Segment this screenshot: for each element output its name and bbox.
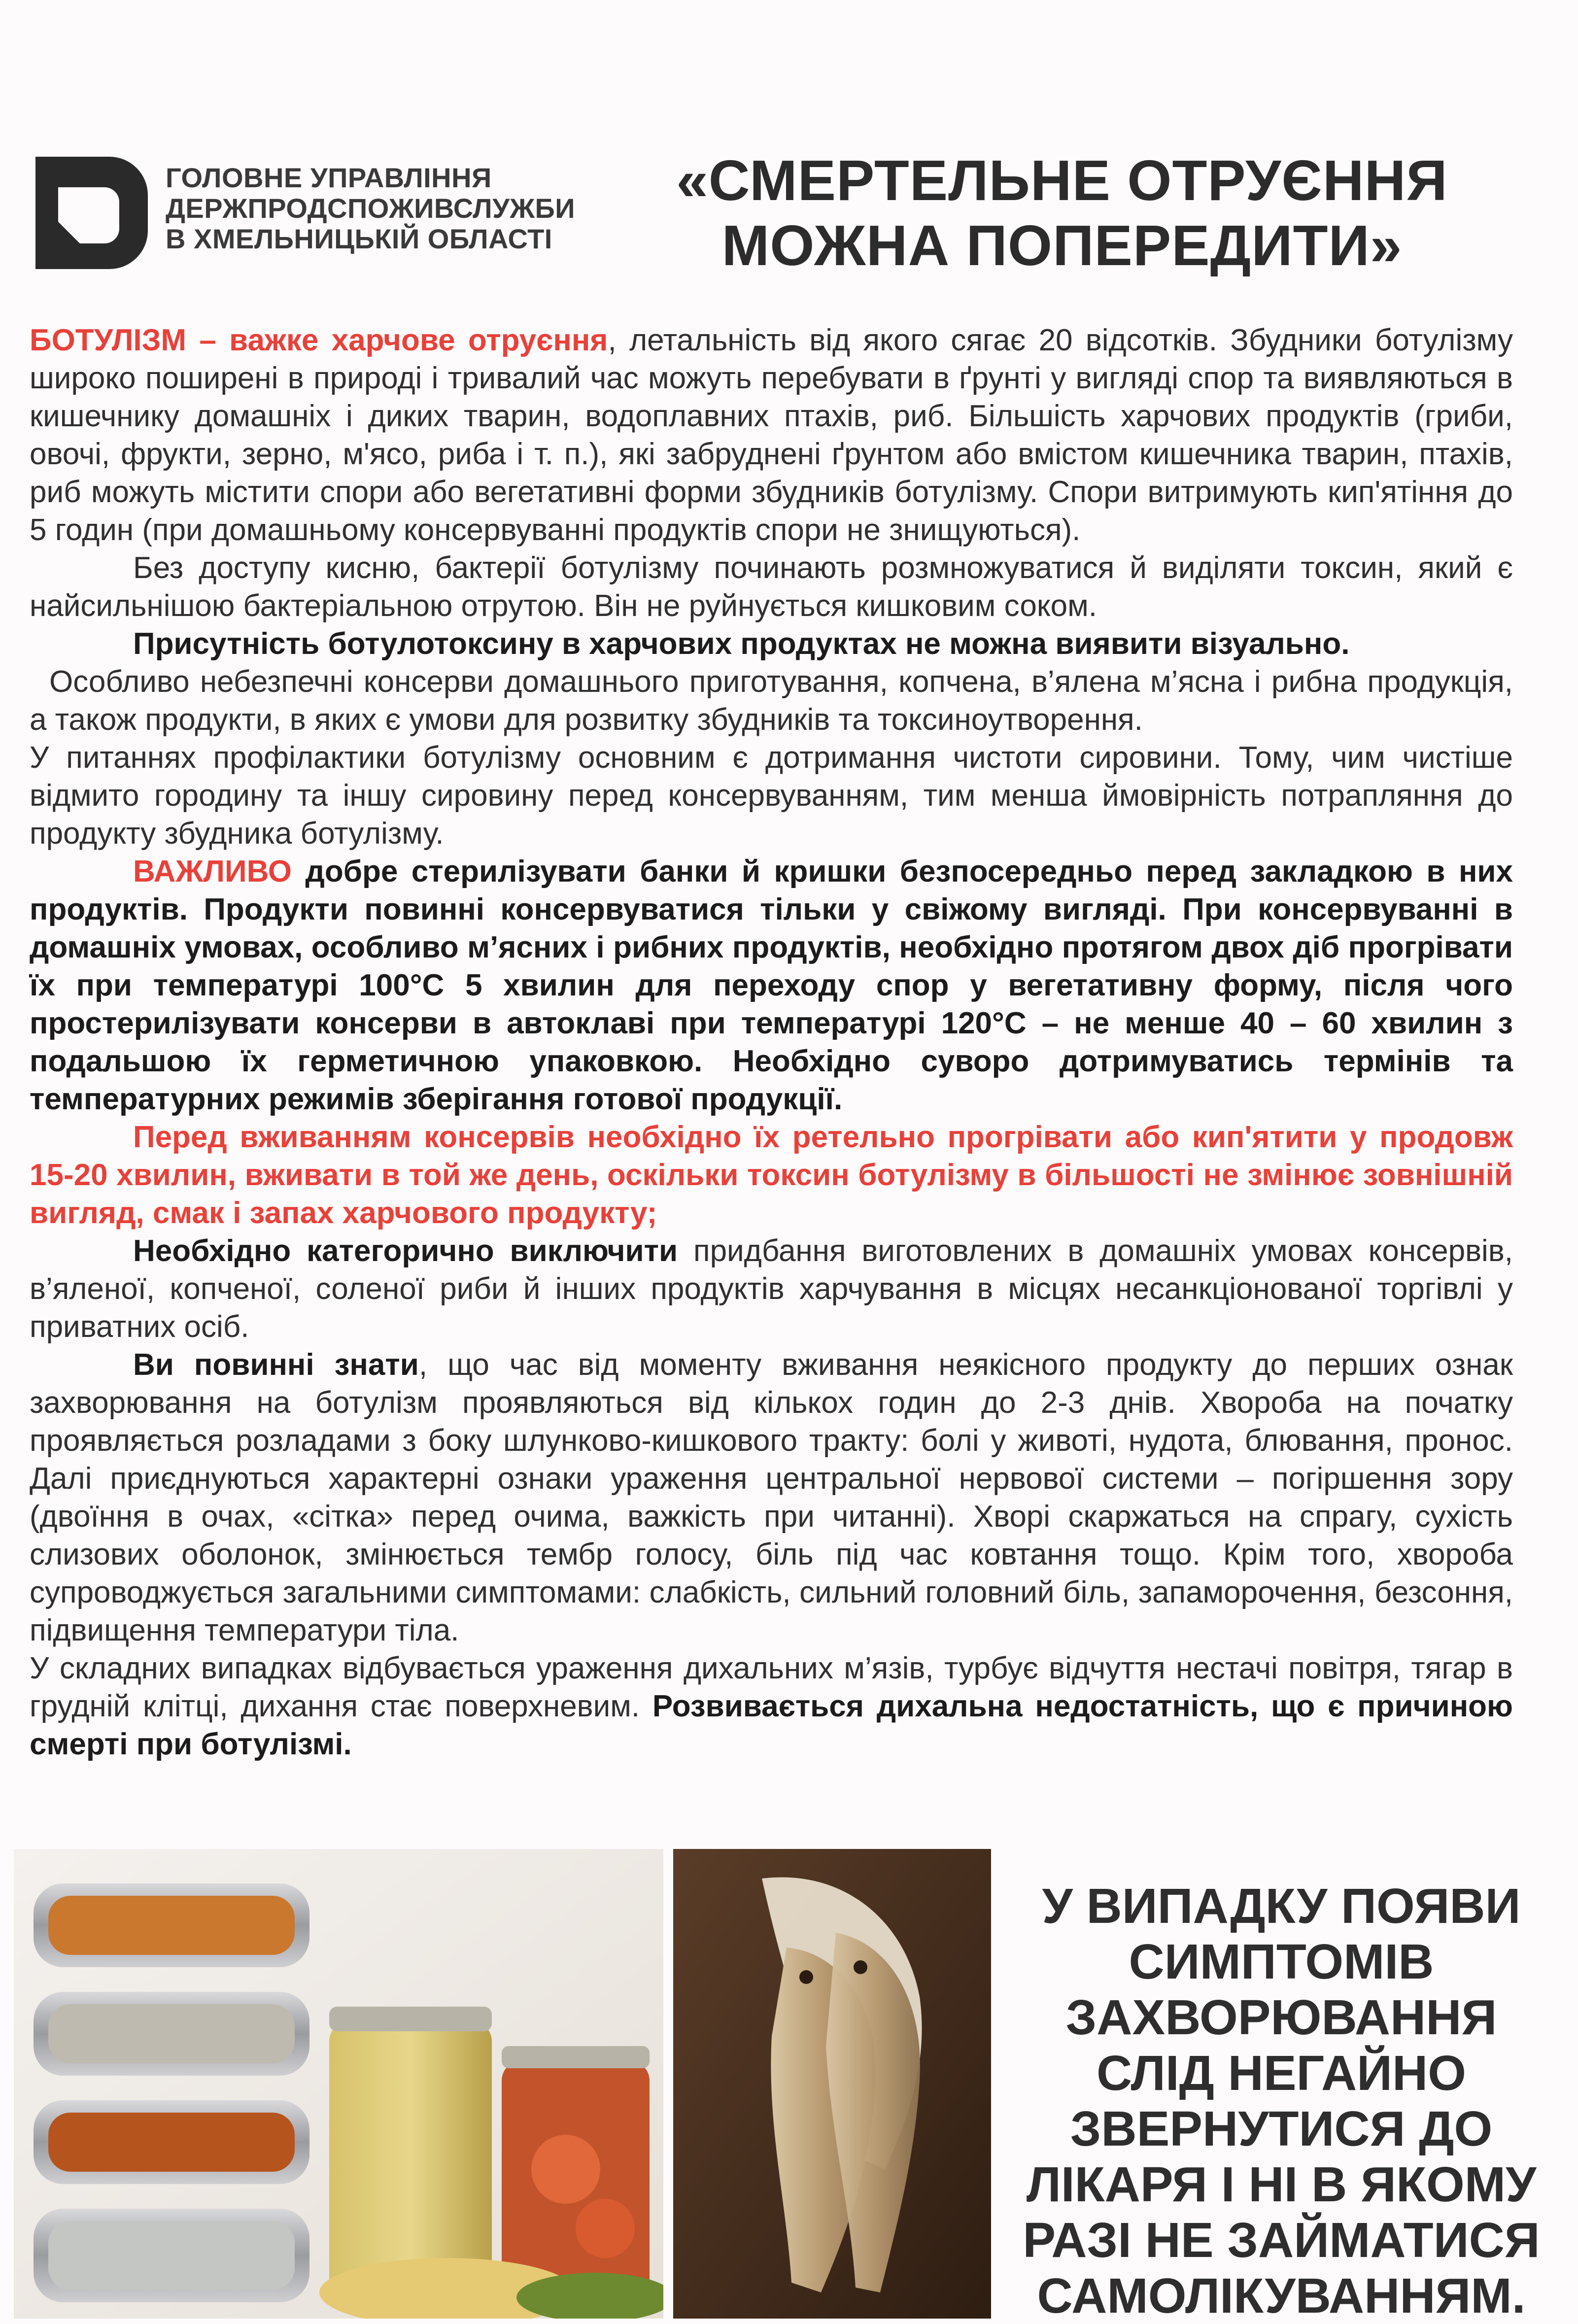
page-title: [611, 148, 1513, 278]
cta-line: ЗАХВОРЮВАННЯ: [1065, 1990, 1497, 2045]
paragraph-heating-warning: Перед вживанням консервів необхідно їх ретельно прогрівати або кип'ятити у продовж 15-20 хвилин, вживати в той же день, оскільки токсин ботулізму в більшості не змінює зовнішній вигляд, смак і запах харчового продукту;: [30, 1120, 1513, 1230]
org-line: ГОЛОВНЕ УПРАВЛІННЯ: [166, 162, 492, 193]
paragraph-text: У складних випадках відбувається ураження дихальних м’язів, турбує відчуття нестачі повітря, тягар в грудній клітці, дихання стає поверхневим.: [30, 1651, 1513, 1723]
death-cause-text: Розвивається дихальна недостатність, що є причиною смерті при ботулізмі.: [30, 1689, 1513, 1761]
dpss-logo-icon: [35, 157, 148, 269]
paragraph-symptoms: [30, 1346, 1513, 1649]
cta-line: У ВИПАДКУ ПОЯВИ: [1042, 1879, 1521, 1934]
paragraph-exclude: [30, 1232, 1513, 1346]
paragraph-prevention: У питаннях профілактики ботулізму основним є дотримання чистоти сировини. Тому, чим чистіше відмито городину та іншу сировину перед консервуванням, тим менша ймовірність потрапляння до продукту збудника ботулізму.: [30, 741, 1513, 851]
paragraph-text: , що час від моменту вживання неякісного продукту до перших ознак захворювання на ботулізм проявляються від кількох годин до 2-3 днів. Хвороба на початку проявляється розладами з боку шлунково-кишкового тракту: болі у животі, нудота, блювання, пронос. Далі приєднуються характерні ознаки ураження центральної нервової системи – погіршення зору (двоїння в очах, «сітка» перед очима, важкість при читанні). Хворі скаржаться на спрагу, сухість слизових оболонок, змінюється тембр голосу, біль під час ковтання тощо. Крім того, хвороба супроводжується загальними симптомами: слабкість, сильний головний біль, запаморочення, безсоння, підвищення температури тіла.: [30, 1348, 1513, 1647]
canned-food-photo: [14, 1849, 663, 2319]
org-line: В ХМЕЛЬНИЦЬКІЙ ОБЛАСТІ: [166, 223, 552, 254]
call-to-action: [1010, 1879, 1552, 2324]
organization-name: [166, 163, 575, 254]
paragraph-intro: [30, 321, 1513, 549]
paragraph-visual-warning: Присутність ботулотоксину в харчових продуктах не можна виявити візуально.: [133, 627, 1350, 661]
paragraph-text: , летальність від якого сягає 20 відсотків. Збудники ботулізму широко поширені в природі і тривалий час можуть перебувати в ґрунті у вигляді спор та виявляються в кишечнику домашніх і диких тварин, водоплавних птахів, риб. Більшість харчових продуктів (гриби, овочі, фрукти, зерно, м'ясо, риба і т. п.), які забруднені ґрунтом або вмістом кишечника тварин, птахів, риб можуть містити спори або вегетативні форми збудників ботулізму. Спори витримують кип'ятіння до 5 годин (при домашньому консервуванні продуктів спори не знищуються).: [30, 323, 1513, 547]
paragraph-toxin: Без доступу кисню, бактерії ботулізму починають розмножуватися й виділяти токсин, який є найсильнішою бактеріальною отрутою. Він не руйнується кишковим соком.: [30, 551, 1513, 623]
exclude-lead: Необхідно категорично виключити: [133, 1234, 678, 1268]
cta-line: СИМПТОМІВ: [1129, 1934, 1434, 1989]
cta-line: ЛІКАРЯ І НІ В ЯКОМУ: [1026, 2157, 1537, 2212]
paragraph-important: [30, 853, 1513, 1118]
paragraph-dangerous-products: Особливо небезпечні консерви домашнього приготування, копчена, в’ялена м’ясна і рибна продукція, а також продукти, в яких є умови для розвитку збудників та токсиноутворення.: [30, 665, 1513, 737]
cta-line: СЛІД НЕГАЙНО: [1096, 2046, 1467, 2101]
dried-fish-photo: [673, 1849, 991, 2319]
paragraph-text: добре стерилізувати банки й кришки безпосередньо перед закладкою в них продуктів. Продукти повинні консервуватися тільки у свіжому вигляді. При консервуванні в домашніх умовах, особливо м’ясних і рибних продуктів, необхідно протягом двох діб прогрівати їх при температурі 100°С 5 хвилин для переходу спор у вегетативну форму, після чого простерилізувати консерви в автоклаві при температурі 120°С – не менше 40 – 60 хвилин з подальшою їх герметичною упаковкою. Необхідно суворо дотримуватись термінів та температурних режимів зберігання готової продукції.: [30, 854, 1513, 1116]
article-body: [30, 321, 1513, 1763]
cta-line: САМОЛІКУВАННЯМ.: [1037, 2268, 1526, 2324]
paragraph-text: придбання виготовлених в домашніх умовах консервів, в’яленої, копченої, соленої риби й інших продуктів харчування в місцях несанкціонованої торгівлі у приватних осіб.: [30, 1234, 1513, 1344]
cta-line: РАЗІ НЕ ЗАЙМАТИСЯ: [1023, 2213, 1540, 2268]
title-line: МОЖНА ПОПЕРЕДИТИ»: [721, 213, 1403, 277]
important-lead: ВАЖЛИВО: [133, 854, 292, 889]
paragraph-respiratory: [30, 1649, 1513, 1763]
org-line: ДЕРЖПРОДСПОЖИВСЛУЖБИ: [166, 193, 576, 224]
cta-line: ЗВЕРНУТИСЯ ДО: [1070, 2101, 1493, 2156]
title-line: «СМЕРТЕЛЬНЕ ОТРУЄННЯ: [676, 148, 1448, 212]
symptoms-lead: Ви повинні знати: [133, 1348, 419, 1382]
botulism-lead: БОТУЛІЗМ – важке харчове отруєння: [30, 323, 608, 357]
